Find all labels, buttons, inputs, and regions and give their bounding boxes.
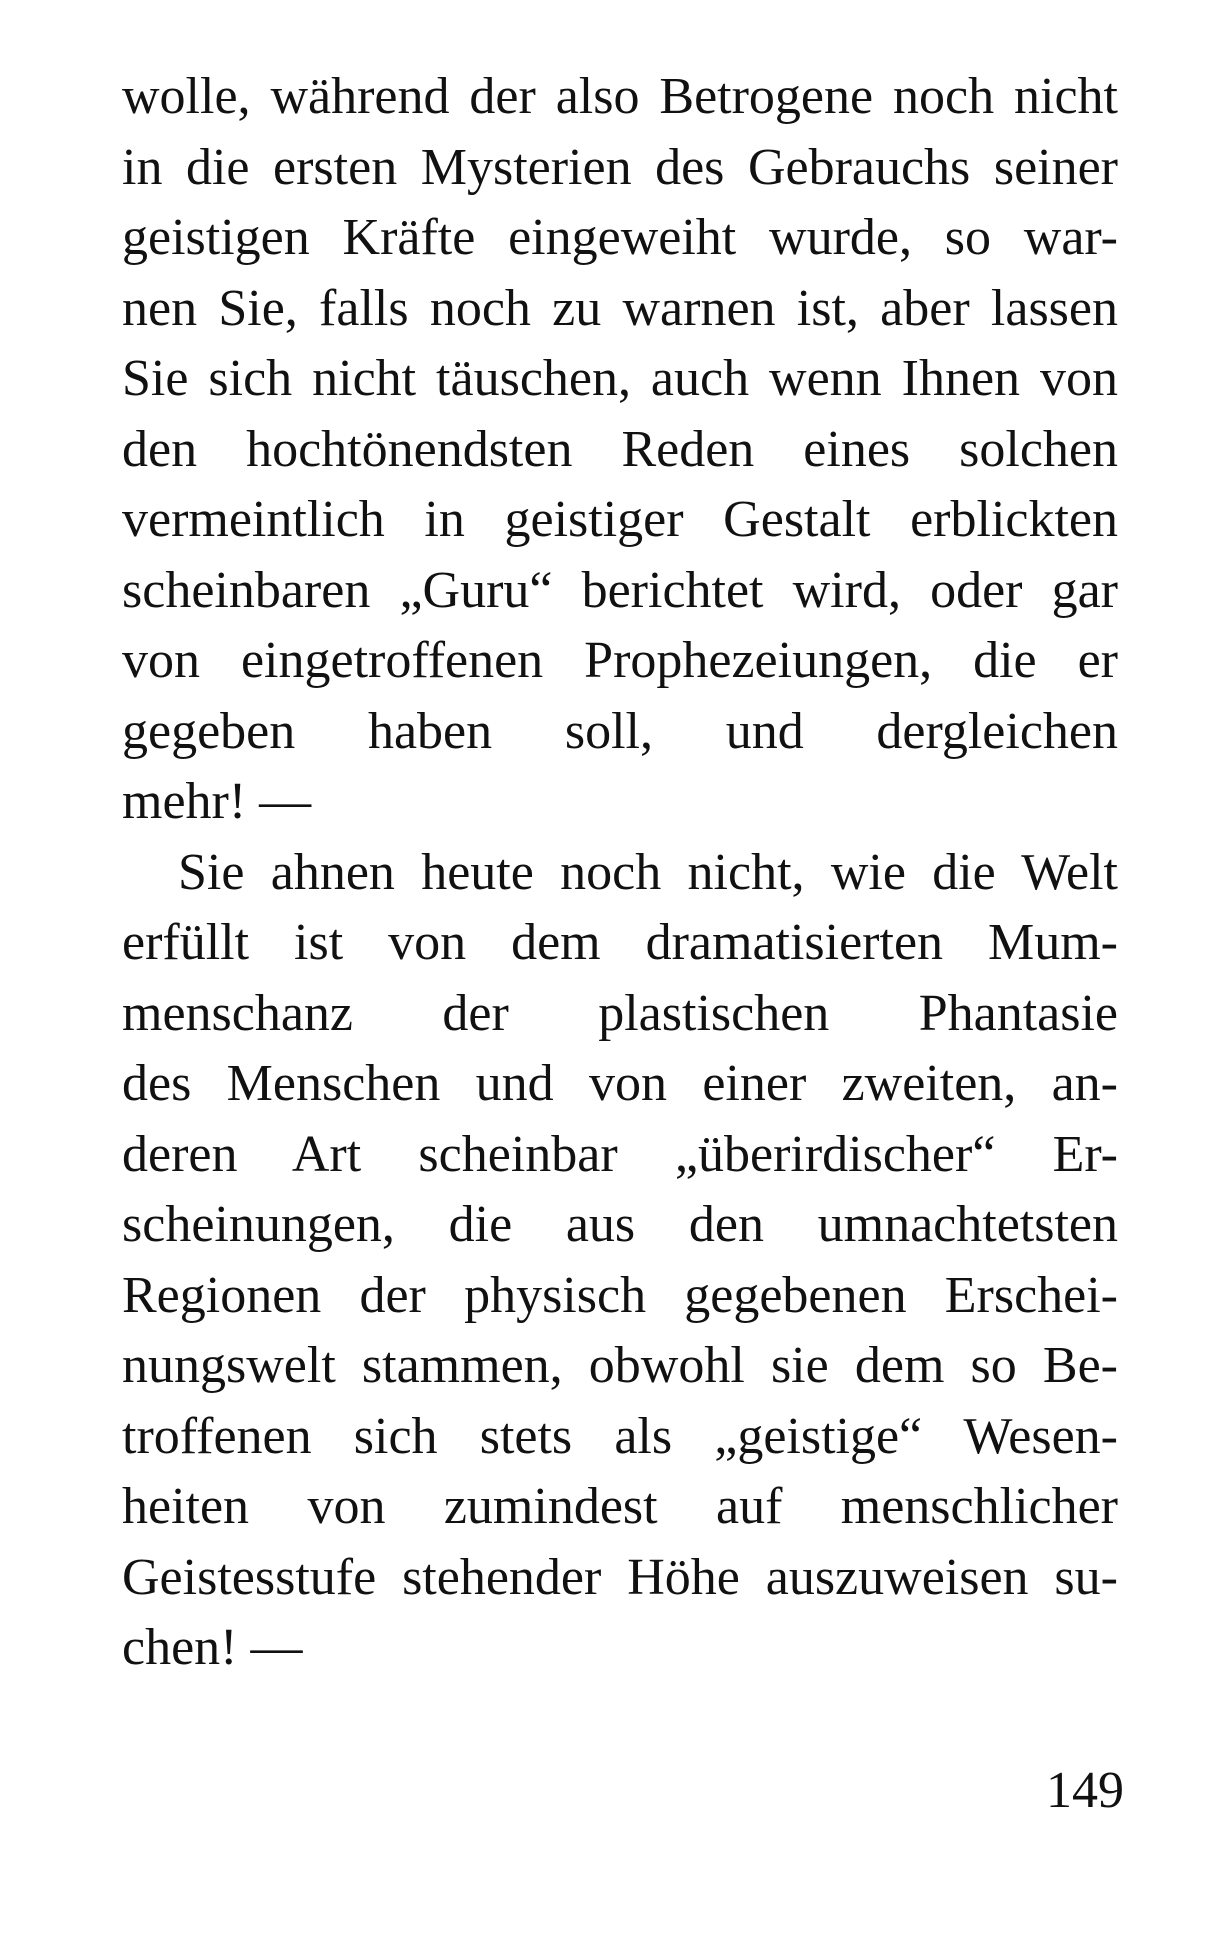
text-line: nungswelt stammen, obwohl sie dem so Be- [122,1337,1118,1394]
text-line: von eingetroffenen Prophezeiungen, die er [122,632,1118,689]
text-line: Sie sich nicht täuschen, auch wenn Ihnen von [122,350,1118,407]
text-line: erfüllt ist von dem dramatisierten Mum- [122,914,1118,971]
text-line: den hochtönendsten Reden eines solchen [122,420,1118,478]
text-line: des Menschen und von einer zweiten, an- [122,1055,1118,1112]
text-line: deren Art scheinbar „überirdischer“ Er- [122,1125,1118,1183]
text-line: vermeintlich in geistiger Gestalt erblickten [122,491,1118,548]
text-line: gegeben haben soll, und dergleichen [122,702,1118,760]
text-line: chen! — [122,1619,303,1676]
text-line: mehr! — [122,773,312,830]
text-line: troffenen sich stets als „geistige“ Wesen- [122,1407,1118,1465]
page-number: 149 [1046,1762,1124,1819]
text-line: menschanz der plastischen Phantasie [122,984,1118,1042]
text-line: Sie ahnen heute noch nicht, wie die Welt [178,843,1118,901]
text-line: nen Sie, falls noch zu warnen ist, aber lassen [122,279,1118,337]
text-line: scheinbaren „Guru“ berichtet wird, oder gar [122,561,1118,619]
text-line: wolle, während der also Betrogene noch nicht [122,68,1118,125]
text-line: scheinungen, die aus den umnachtetsten [122,1196,1118,1253]
text-line: in die ersten Mysterien des Gebrauchs seiner [122,138,1118,196]
paragraph-1 [122,62,1118,838]
text-line: Geistesstufe stehender Höhe auszuweisen su- [122,1548,1118,1606]
text-line: Regionen der physisch gegebenen Erschei- [122,1266,1118,1324]
paragraph-2 [122,838,1118,1684]
body-text [122,62,1118,1684]
text-line: heiten von zumindest auf menschlicher [122,1478,1118,1535]
text-line: geistigen Kräfte eingeweiht wurde, so war- [122,209,1118,266]
